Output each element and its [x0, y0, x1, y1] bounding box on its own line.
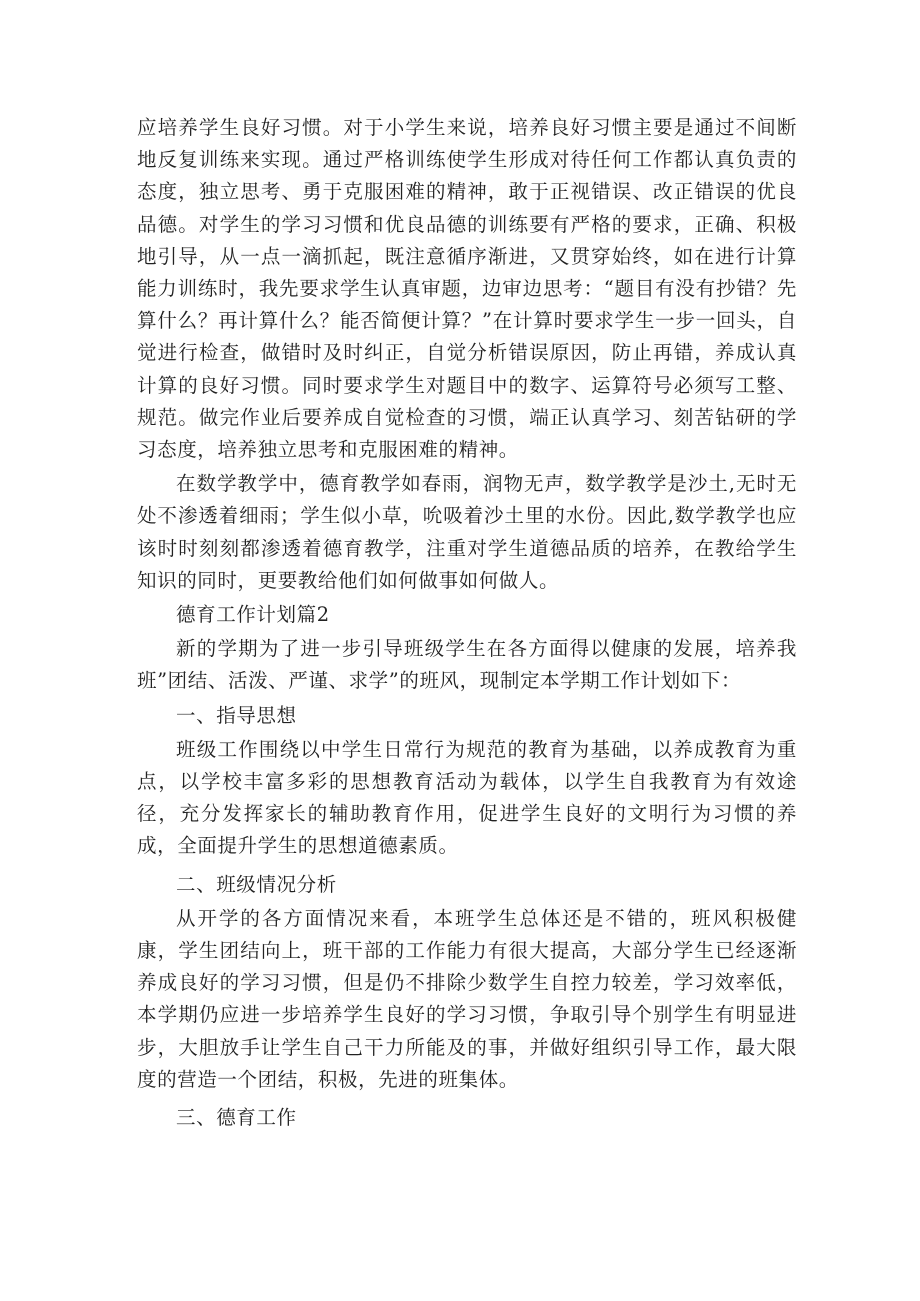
heading-guiding-ideology: 一、指导思想 [176, 703, 297, 727]
paragraph-guiding-ideology: 班级工作围绕以中学生日常行为规范的教育为基础，以养成教育为重点，以学校丰富多彩的思想教育活动为载体，以学生自我教育为有效途径，充分发挥家长的辅助教育作用，促进学生良好的文明行为习惯的养成，全面提升学生的思想道德素质。 [137, 737, 797, 858]
paragraph-moral-education: 在数学教学中，德育教学如春雨，润物无声，数学教学是沙土,无时无处不渗透着细雨；学生似小草，吮吸着沙土里的水份。因此,数学教学也应该时时刻刻都渗透着德育教学，注重对学生道德品质的培养，在教给学生知识的同时，更要教给他们如何做事如何做人。 [137, 472, 797, 592]
heading-class-analysis: 二、班级情况分析 [176, 872, 337, 896]
paragraph-intro: 新的学期为了进一步引导班级学生在各方面得以健康的发展，培养我班”团结、活泼、严谨、求学”的班风，现制定本学期工作计划如下： [137, 637, 797, 693]
document-body [137, 112, 797, 1134]
paragraph-habits: 应培养学生良好习惯。对于小学生来说，培养良好习惯主要是通过不间断地反复训练来实现。通过严格训练使学生形成对待任何工作都认真负责的态度，独立思考、勇于克服困难的精神，敢于正视错误、改正错误的优良品德。对学生的学习习惯和优良品德的训练要有严格的要求，正确、积极地引导，从一点一滴抓起，既注意循序渐进，又贯穿始终，如在进行计算能力训练时，我先要求学生认真审题，边审边思考：“题目有没有抄错？先算什么？再计算什么？能否简便计算？”在计算时要求学生一步一回头，自觉进行检查，做错时及时纠正，自觉分析错误原因，防止再错，养成认真计算的良好习惯。同时要求学生对题目中的数字、运算符号必须写工整、规范。做完作业后要养成自觉检查的习惯，端正认真学习、刻苦钻研的学习态度，培养独立思考和克服困难的精神。 [137, 116, 797, 462]
section-title-plan-2: 德育工作计划篇2 [176, 603, 330, 627]
paragraph-class-analysis: 从开学的各方面情况来看，本班学生总体还是不错的，班风积极健康，学生团结向上，班干部的工作能力有很大提高，大部分学生已经逐渐养成良好的学习习惯，但是仍不排除少数学生自控力较差，学习效率低，本学期仍应进一步培养学生良好的学习习惯，争取引导个别学生有明显进步，大胆放手让学生自己干力所能及的事，并做好组织引导工作，最大限度的营造一个团结，积极，先进的班集体。 [137, 906, 797, 1091]
heading-moral-work: 三、德育工作 [176, 1106, 297, 1130]
